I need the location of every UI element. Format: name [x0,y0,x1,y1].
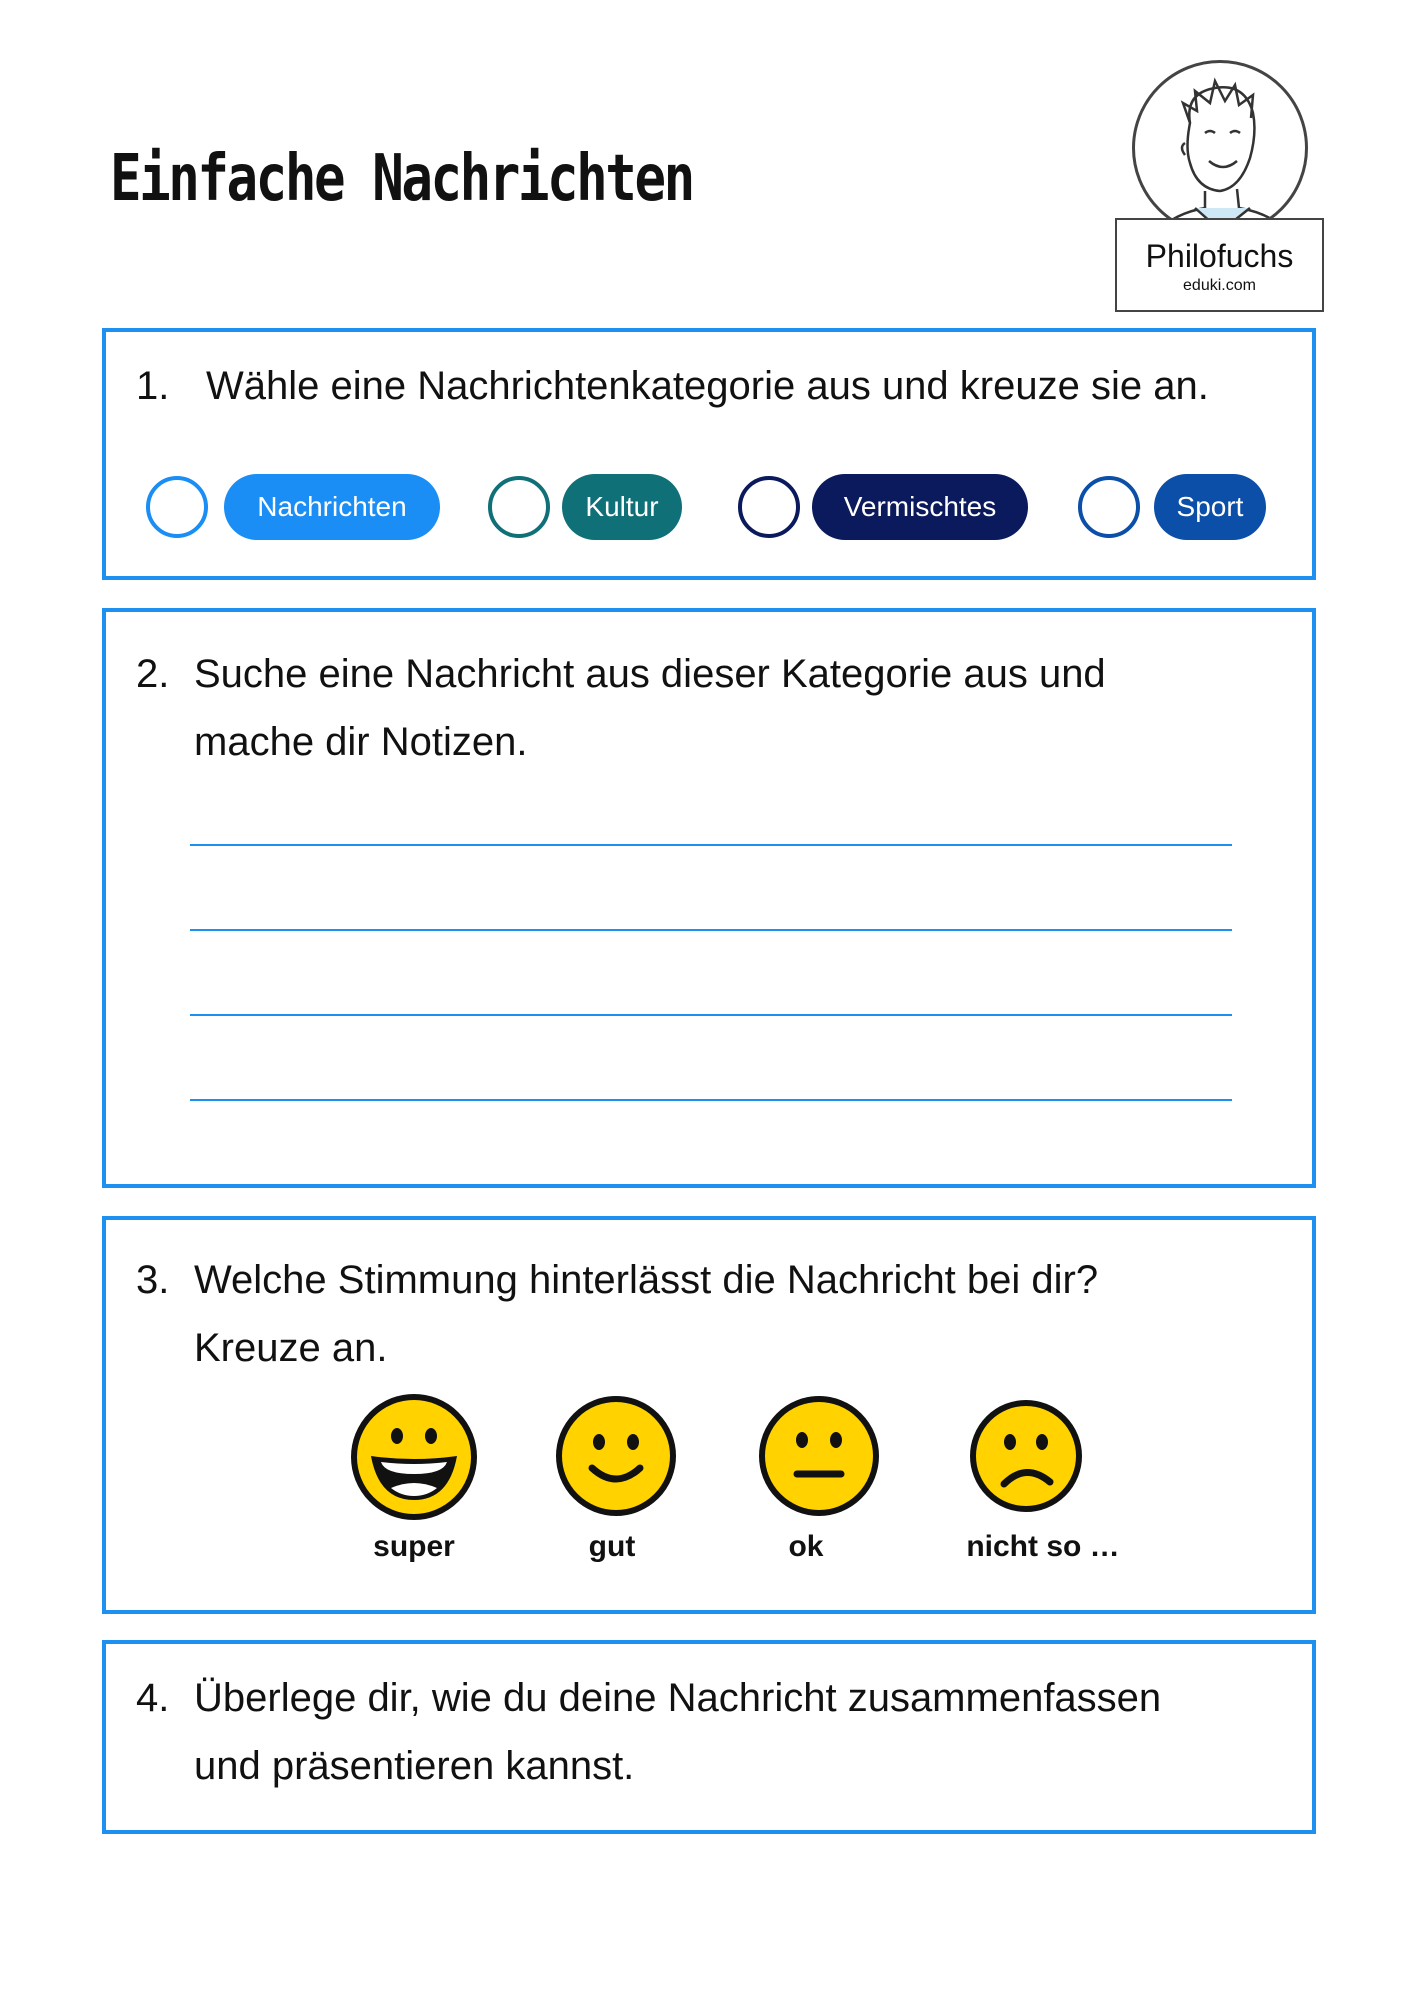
laughing-face-icon[interactable] [349,1392,479,1522]
logo-site: eduki.com [1183,277,1256,294]
mood-label-nicht-so: nicht so … [966,1530,1120,1563]
task-1-box [102,328,1316,580]
notes-line-1[interactable] [190,844,1232,846]
category-checkbox-nachrichten[interactable] [146,476,208,538]
category-label-sport: Sport [1154,474,1266,540]
category-checkbox-kultur[interactable] [488,476,550,538]
notes-line-4[interactable] [190,1099,1232,1101]
notes-line-2[interactable] [190,929,1232,931]
category-label-kultur: Kultur [562,474,682,540]
task-4-box [102,1640,1316,1834]
smiling-face-icon[interactable] [554,1394,678,1518]
category-label-nachrichten: Nachrichten [224,474,440,540]
task-2-box [102,608,1316,1188]
logo-name: Philofuchs [1145,238,1294,274]
mood-label-gut: gut [588,1530,636,1563]
category-checkbox-sport[interactable] [1078,476,1140,538]
logo-badge [1115,218,1324,312]
task-2-number: 2. [136,652,170,696]
task-4-line-2: und präsentieren kannst. [194,1744,635,1788]
neutral-face-icon[interactable] [757,1394,881,1518]
philofuchs-avatar-icon [1132,60,1308,236]
notes-line-3[interactable] [190,1014,1232,1016]
category-checkbox-vermischtes[interactable] [738,476,800,538]
task-3-box [102,1216,1316,1614]
mood-label-ok: ok [788,1530,824,1563]
task-1-number: 1. [136,364,170,408]
page-title: Einfache Nachrichten [110,142,693,216]
mood-label-super: super [373,1530,455,1563]
category-label-vermischtes: Vermischtes [812,474,1028,540]
task-3-number: 3. [136,1258,170,1302]
task-4-line-1: Überlege dir, wie du deine Nachricht zusammenfassen [194,1676,1162,1720]
task-3-line-2: Kreuze an. [194,1326,388,1370]
task-4-number: 4. [136,1676,170,1720]
sad-face-icon[interactable] [968,1398,1084,1514]
task-1-text: Wähle eine Nachrichtenkategorie aus und kreuze sie an. [206,364,1209,408]
task-2-line-2: mache dir Notizen. [194,720,528,764]
task-3-line-1: Welche Stimmung hinterlässt die Nachricht bei dir? [194,1258,1099,1302]
task-2-line-1: Suche eine Nachricht aus dieser Kategorie aus und [194,652,1106,696]
